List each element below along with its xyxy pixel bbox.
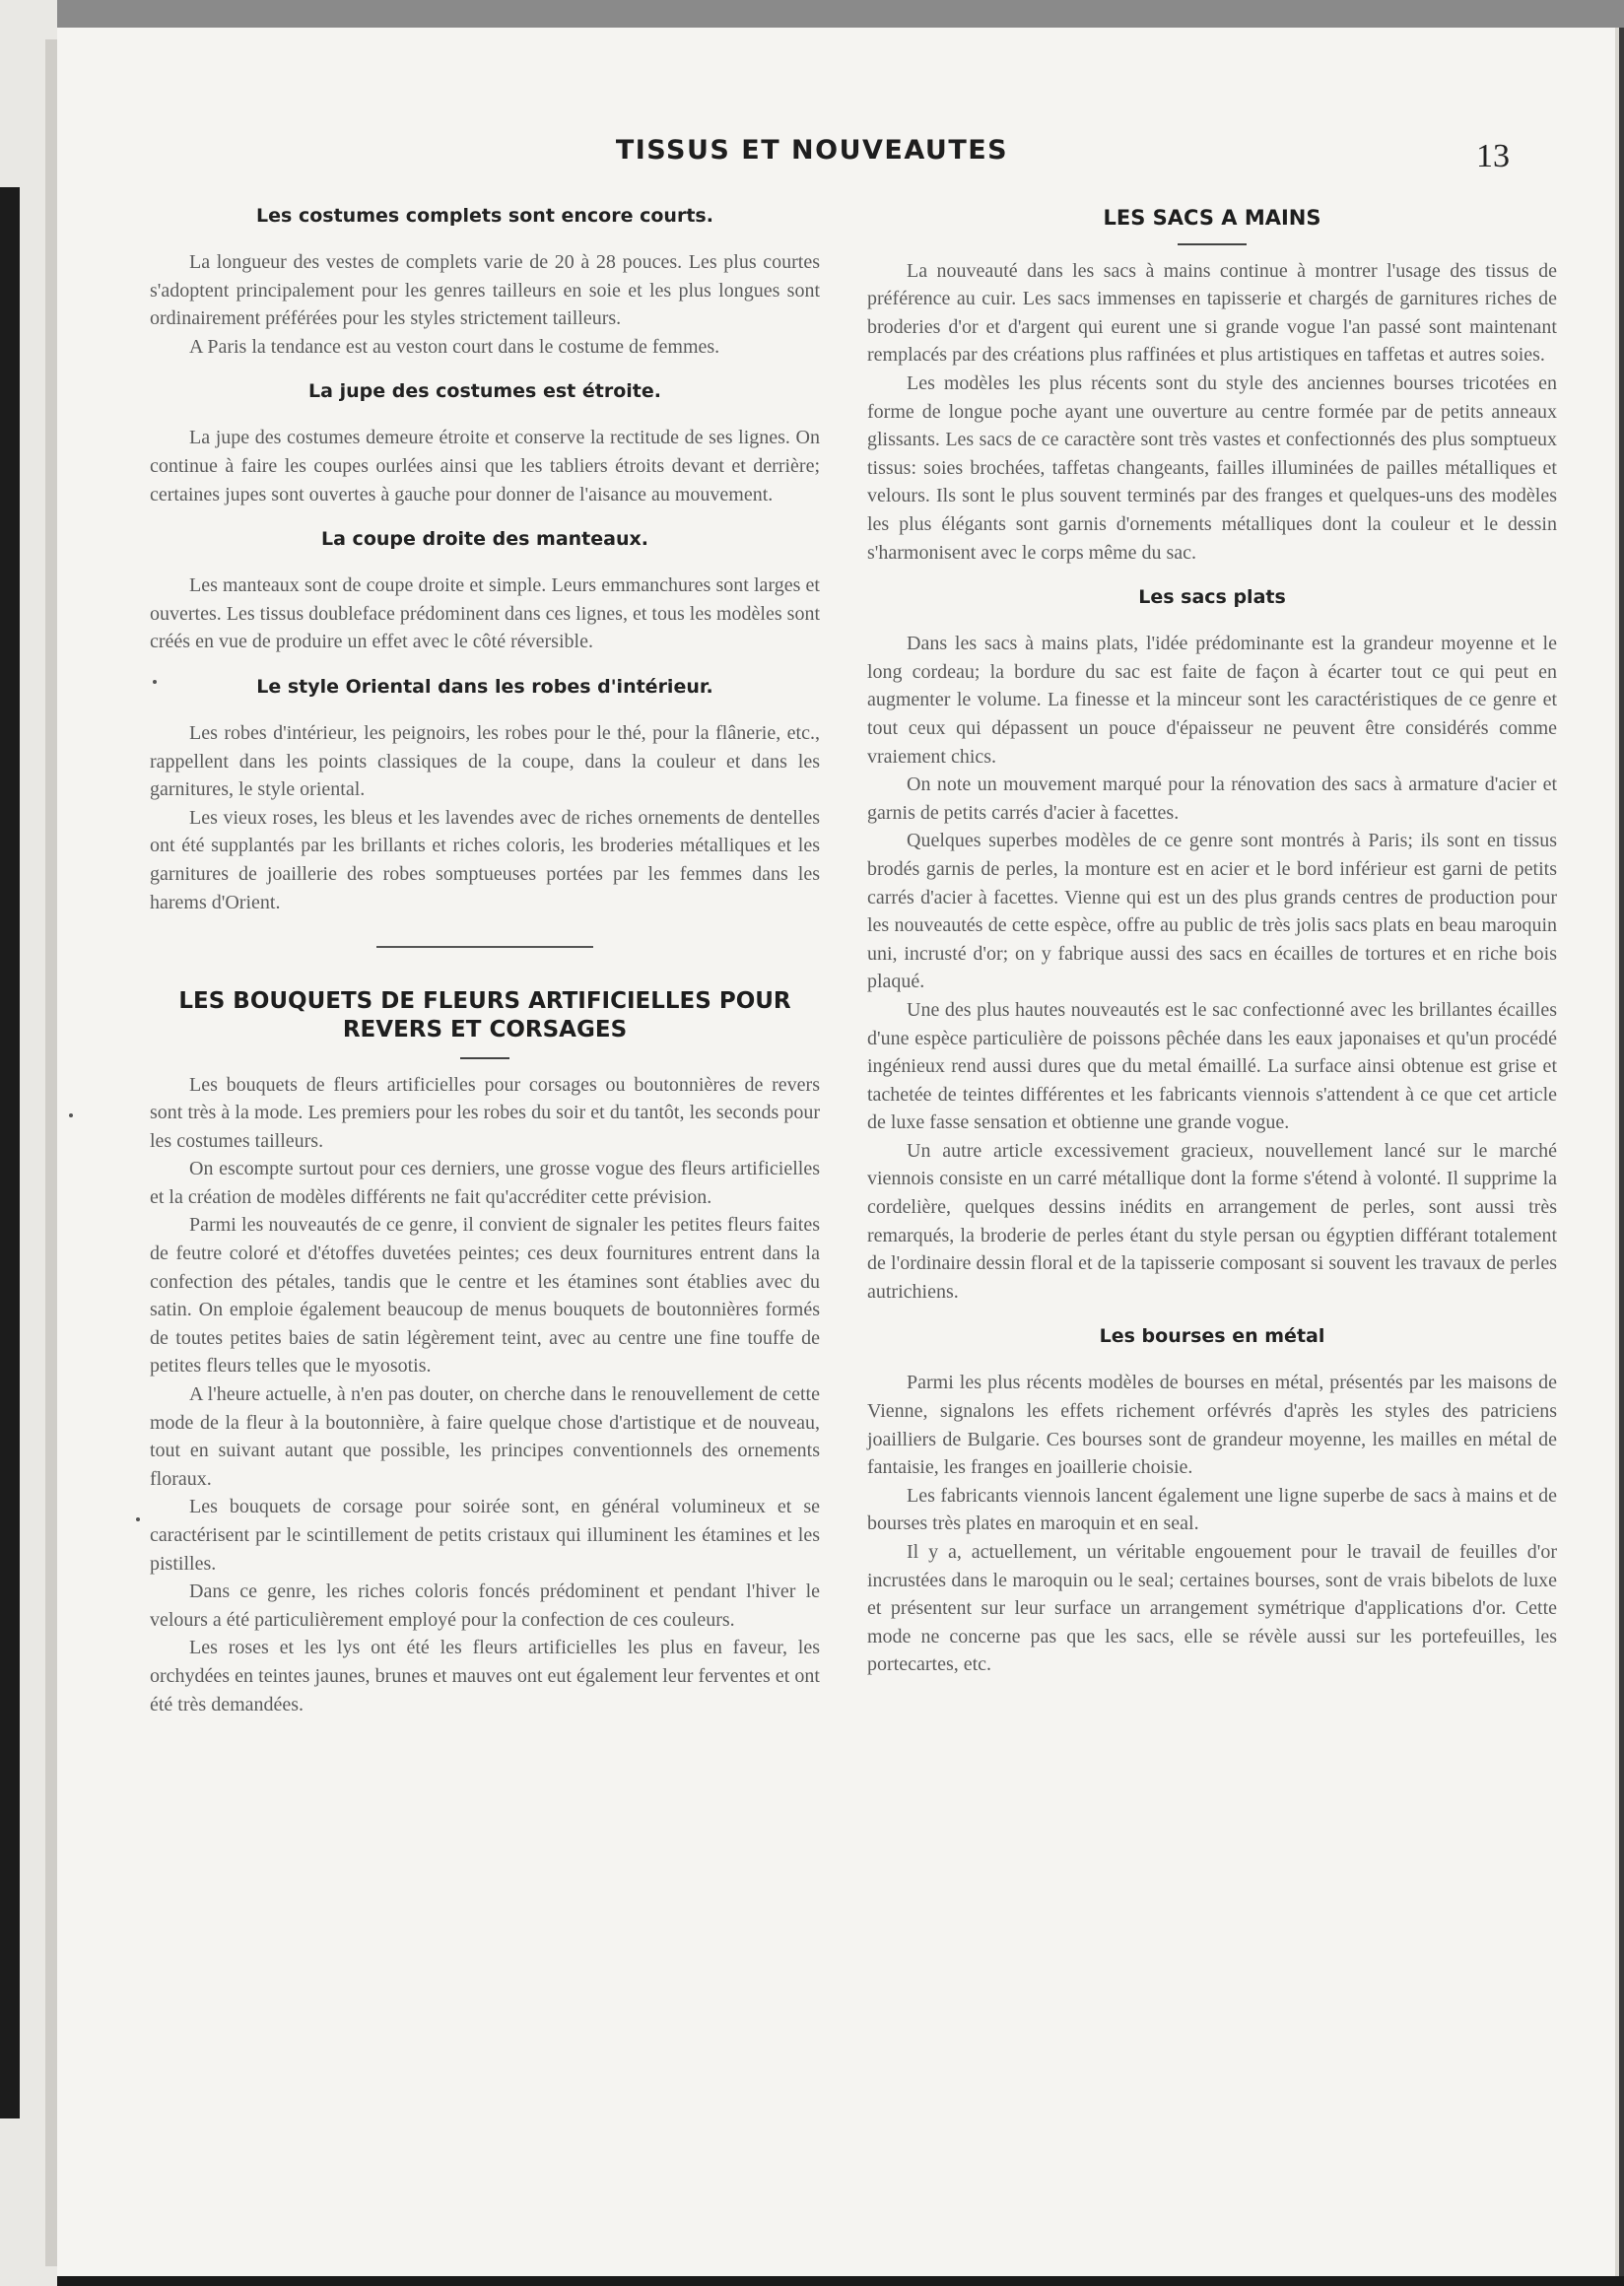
- scan-top-edge: [57, 0, 1624, 28]
- article-title: LES SACS A MAINS: [1103, 206, 1321, 230]
- page-number: 13: [1476, 138, 1510, 174]
- section-heading: Le style Oriental dans les robes d'intérieur.: [256, 675, 713, 698]
- paragraph: Les vieux roses, les bleus et les lavendes avec de riches ornements de dentelles ont été supplantés par les brillants et riches coloris, les broderies métalliques et les garnitures de joaillerie des robes somptueuses portées par les femmes dans les harems d'Orient.: [150, 806, 820, 913]
- section-heading: Les bourses en métal: [1099, 1325, 1325, 1348]
- section-heading: La jupe des costumes est étroite.: [308, 380, 661, 403]
- paragraph: A Paris la tendance est au veston court dans le costume de femmes.: [189, 335, 720, 358]
- article-title: LES BOUQUETS DE FLEURS ARTIFICIELLES POUR REVERS ET CORSAGES: [178, 988, 791, 1043]
- paragraph: Les fabricants viennois lancent également une ligne superbe de sacs à mains et de bourses très plates en maroquin et en seal.: [867, 1484, 1557, 1535]
- paragraph: Les robes d'intérieur, les peignoirs, les robes pour le thé, pour la flânerie, etc., rappellent dans les points classiques de la coupe, dans la couleur et dans les garnitures, le style oriental.: [150, 721, 820, 801]
- page-fold-edge: [45, 39, 57, 2266]
- section-heading: Les sacs plats: [1138, 586, 1286, 609]
- paragraph: Une des plus hautes nouveautés est le sac confectionné avec les brillantes écailles d'une espèce particulière de poissons pêchée dans les eaux japonaises et qu'un procédé ingénieux rend aussi dures que du metal émaillé. La surface ainsi obtenue est grise et tachetée de teintes différentes et les fabricants viennois s'attendent à ce que cet article de luxe fasse sensation et obtienne une grande vogue.: [867, 998, 1557, 1134]
- paragraph: Il y a, actuellement, un véritable engouement pour le travail de feuilles d'or incrustées dans le maroquin ou le seal; certaines bourses, sont de vrais bibelots de luxe et présentent sur leur surface un arrangement symétrique d'applications d'or. Cette mode ne concerne pas que les sacs, elle se révèle aussi sur les portefeuilles, les portecartes, etc.: [867, 1541, 1557, 1676]
- scan-speck: [69, 1113, 73, 1117]
- paragraph: Les modèles les plus récents sont du style des anciennes bourses tricotées en forme de longue poche ayant une ouverture au centre formée par de petits anneaux glissants. Les sacs de ce caractère sont très vastes et confectionnés des plus somptueux tissus: soies brochées, taffetas changeants, failles illuminées de pailles métalliques et velours. Ils sont le plus souvent terminés par des franges et quelques-uns des modèles les plus élégants sont garnis d'ornements métalliques dont la couleur et le dessin s'harmonisent avec le corps même du sac.: [867, 372, 1557, 564]
- section-divider: [376, 946, 593, 948]
- running-head: TISSUS ET NOUVEAUTES: [615, 135, 1009, 166]
- paragraph: On escompte surtout pour ces derniers, une grosse vogue des fleurs artificielles et la création de modèles différents ne fait qu'accréditer cette prévision.: [150, 1158, 820, 1208]
- section-heading: La coupe droite des manteaux.: [321, 528, 648, 551]
- paragraph: La jupe des costumes demeure étroite et conserve la rectitude de ses lignes. On continue à faire les coupes ourlées ainsi que les tabliers étroits devant et derrière; certaines jupes sont ouvertes à gauche pour donner de l'aisance au mouvement.: [150, 427, 820, 505]
- paragraph: Les bouquets de fleurs artificielles pour corsages ou boutonnières de revers sont très à la mode. Les premiers pour les robes du soir et du tantôt, les seconds pour les costumes tailleurs.: [150, 1073, 820, 1152]
- scan-speck: [136, 1517, 140, 1521]
- right-column: [867, 205, 1557, 1679]
- paragraph: Les bouquets de corsage pour soirée sont, en général volumineux et se caractérisent par le scintillement de petits cristaux qui illuminent les étamines et les pistilles.: [150, 1496, 820, 1575]
- title-rule: [1178, 243, 1247, 245]
- scan-bottom-edge: [57, 2276, 1624, 2286]
- paragraph: Quelques superbes modèles de ce genre sont montrés à Paris; ils sont en tissus brodés garnis de perles, la monture est en acier et le bord inférieur est garni de petits carrés d'acier à facettes. Vienne qui est un des plus grands centres de production pour les nouveautés de cette espèce, offre au public de très jolis sacs plats en beau maroquin uni, incrusté d'or; on y fabrique aussi des sacs en écailles de tortures et en riche bois plaqué.: [867, 830, 1557, 993]
- paragraph: Dans ce genre, les riches coloris foncés prédominent et pendant l'hiver le velours a été particulièrement employé pour la confection de ces couleurs.: [150, 1580, 820, 1631]
- paragraph: A l'heure actuelle, à n'en pas douter, on cherche dans le renouvellement de cette mode de la fleur à la boutonnière, à faire quelque chose d'artistique et de nouveau, tout en suivant autant que possible, les principes conventionnels des ornements floraux.: [150, 1383, 820, 1490]
- left-column: [150, 205, 820, 1718]
- paragraph: La longueur des vestes de complets varie de 20 à 28 pouces. Les plus courtes s'adoptent principalement pour les genres tailleurs en soie et les plus longues sont ordinairement préférées pour les styles strictement tailleurs.: [150, 251, 820, 330]
- paragraph: La nouveauté dans les sacs à mains continue à montrer l'usage des tissus de préférence au cuir. Les sacs immenses en tapisserie et chargés de garnitures riches de broderies d'or et d'argent qui eurent une si grande vogue l'an passé sont maintenant remplacés par des créations plus raffinées et plus artistiques en taffetas et autres soies.: [867, 259, 1557, 367]
- paragraph: Dans les sacs à mains plats, l'idée prédominante est la grandeur moyenne et le long cordeau; la bordure du sac est faite de façon à écarter tout ce qui peut en augmenter le volume. La finesse et la minceur sont les caractéristiques de ce genre et tout ceux qui dépassent un pouce d'épaisseur ne peuvent être considérés comme vraiement chics.: [867, 633, 1557, 768]
- paragraph: Les roses et les lys ont été les fleurs artificielles les plus en faveur, les orchydées en teintes jaunes, brunes et mauves ont eut également leur ferventes et ont été très demandées.: [150, 1637, 820, 1715]
- binding-shadow: [0, 187, 20, 2118]
- title-rule: [460, 1057, 509, 1059]
- paragraph: Un autre article excessivement gracieux, nouvellement lancé sur le marché viennois consiste en un carré métallique dont la forme s'étend à volonté. Il supprime la cordelière, quelques dessins inédits en arrangement de perles, sont aussi très remarqués, la broderie de perles étant du style persan ou égyptien différant totalement de l'ordinaire dessin floral et de la tapisserie composant si souvent les travaux de perles autrichiens.: [867, 1139, 1557, 1303]
- paragraph: Parmi les nouveautés de ce genre, il convient de signaler les petites fleurs faites de feutre coloré et d'étoffes duvetées peintes; ces deux fournitures entrent dans la confection des pétales, tandis que le centre et les étamines sont établies avec du satin. On emploie également beaucoup de menus bouquets de boutonnières formés de toutes petites baies de satin légèrement teint, avec au centre une fine touffe de petites fleurs telles que le myosotis.: [150, 1214, 820, 1378]
- binding-strip: [0, 0, 57, 2286]
- paragraph: Parmi les plus récents modèles de bourses en métal, présentés par les maisons de Vienne, signalons les effets richement orfévrés d'après les styles des patriciens joailliers de Bulgarie. Ces bourses sont de grandeur moyenne, les mailles en métal de fantaisie, les franges en joaillerie choisie.: [867, 1372, 1557, 1479]
- paragraph: Les manteaux sont de coupe droite et simple. Leurs emmanchures sont larges et ouvertes. Les tissus doubleface prédominent dans ces lignes, et tous les modèles sont créés en vue de produire un effet avec le côté réversible.: [150, 574, 820, 653]
- section-heading: Les costumes complets sont encore courts.: [256, 205, 713, 227]
- paragraph: On note un mouvement marqué pour la rénovation des sacs à armature d'acier et garnis de petits carrés d'acier à facettes.: [867, 773, 1557, 824]
